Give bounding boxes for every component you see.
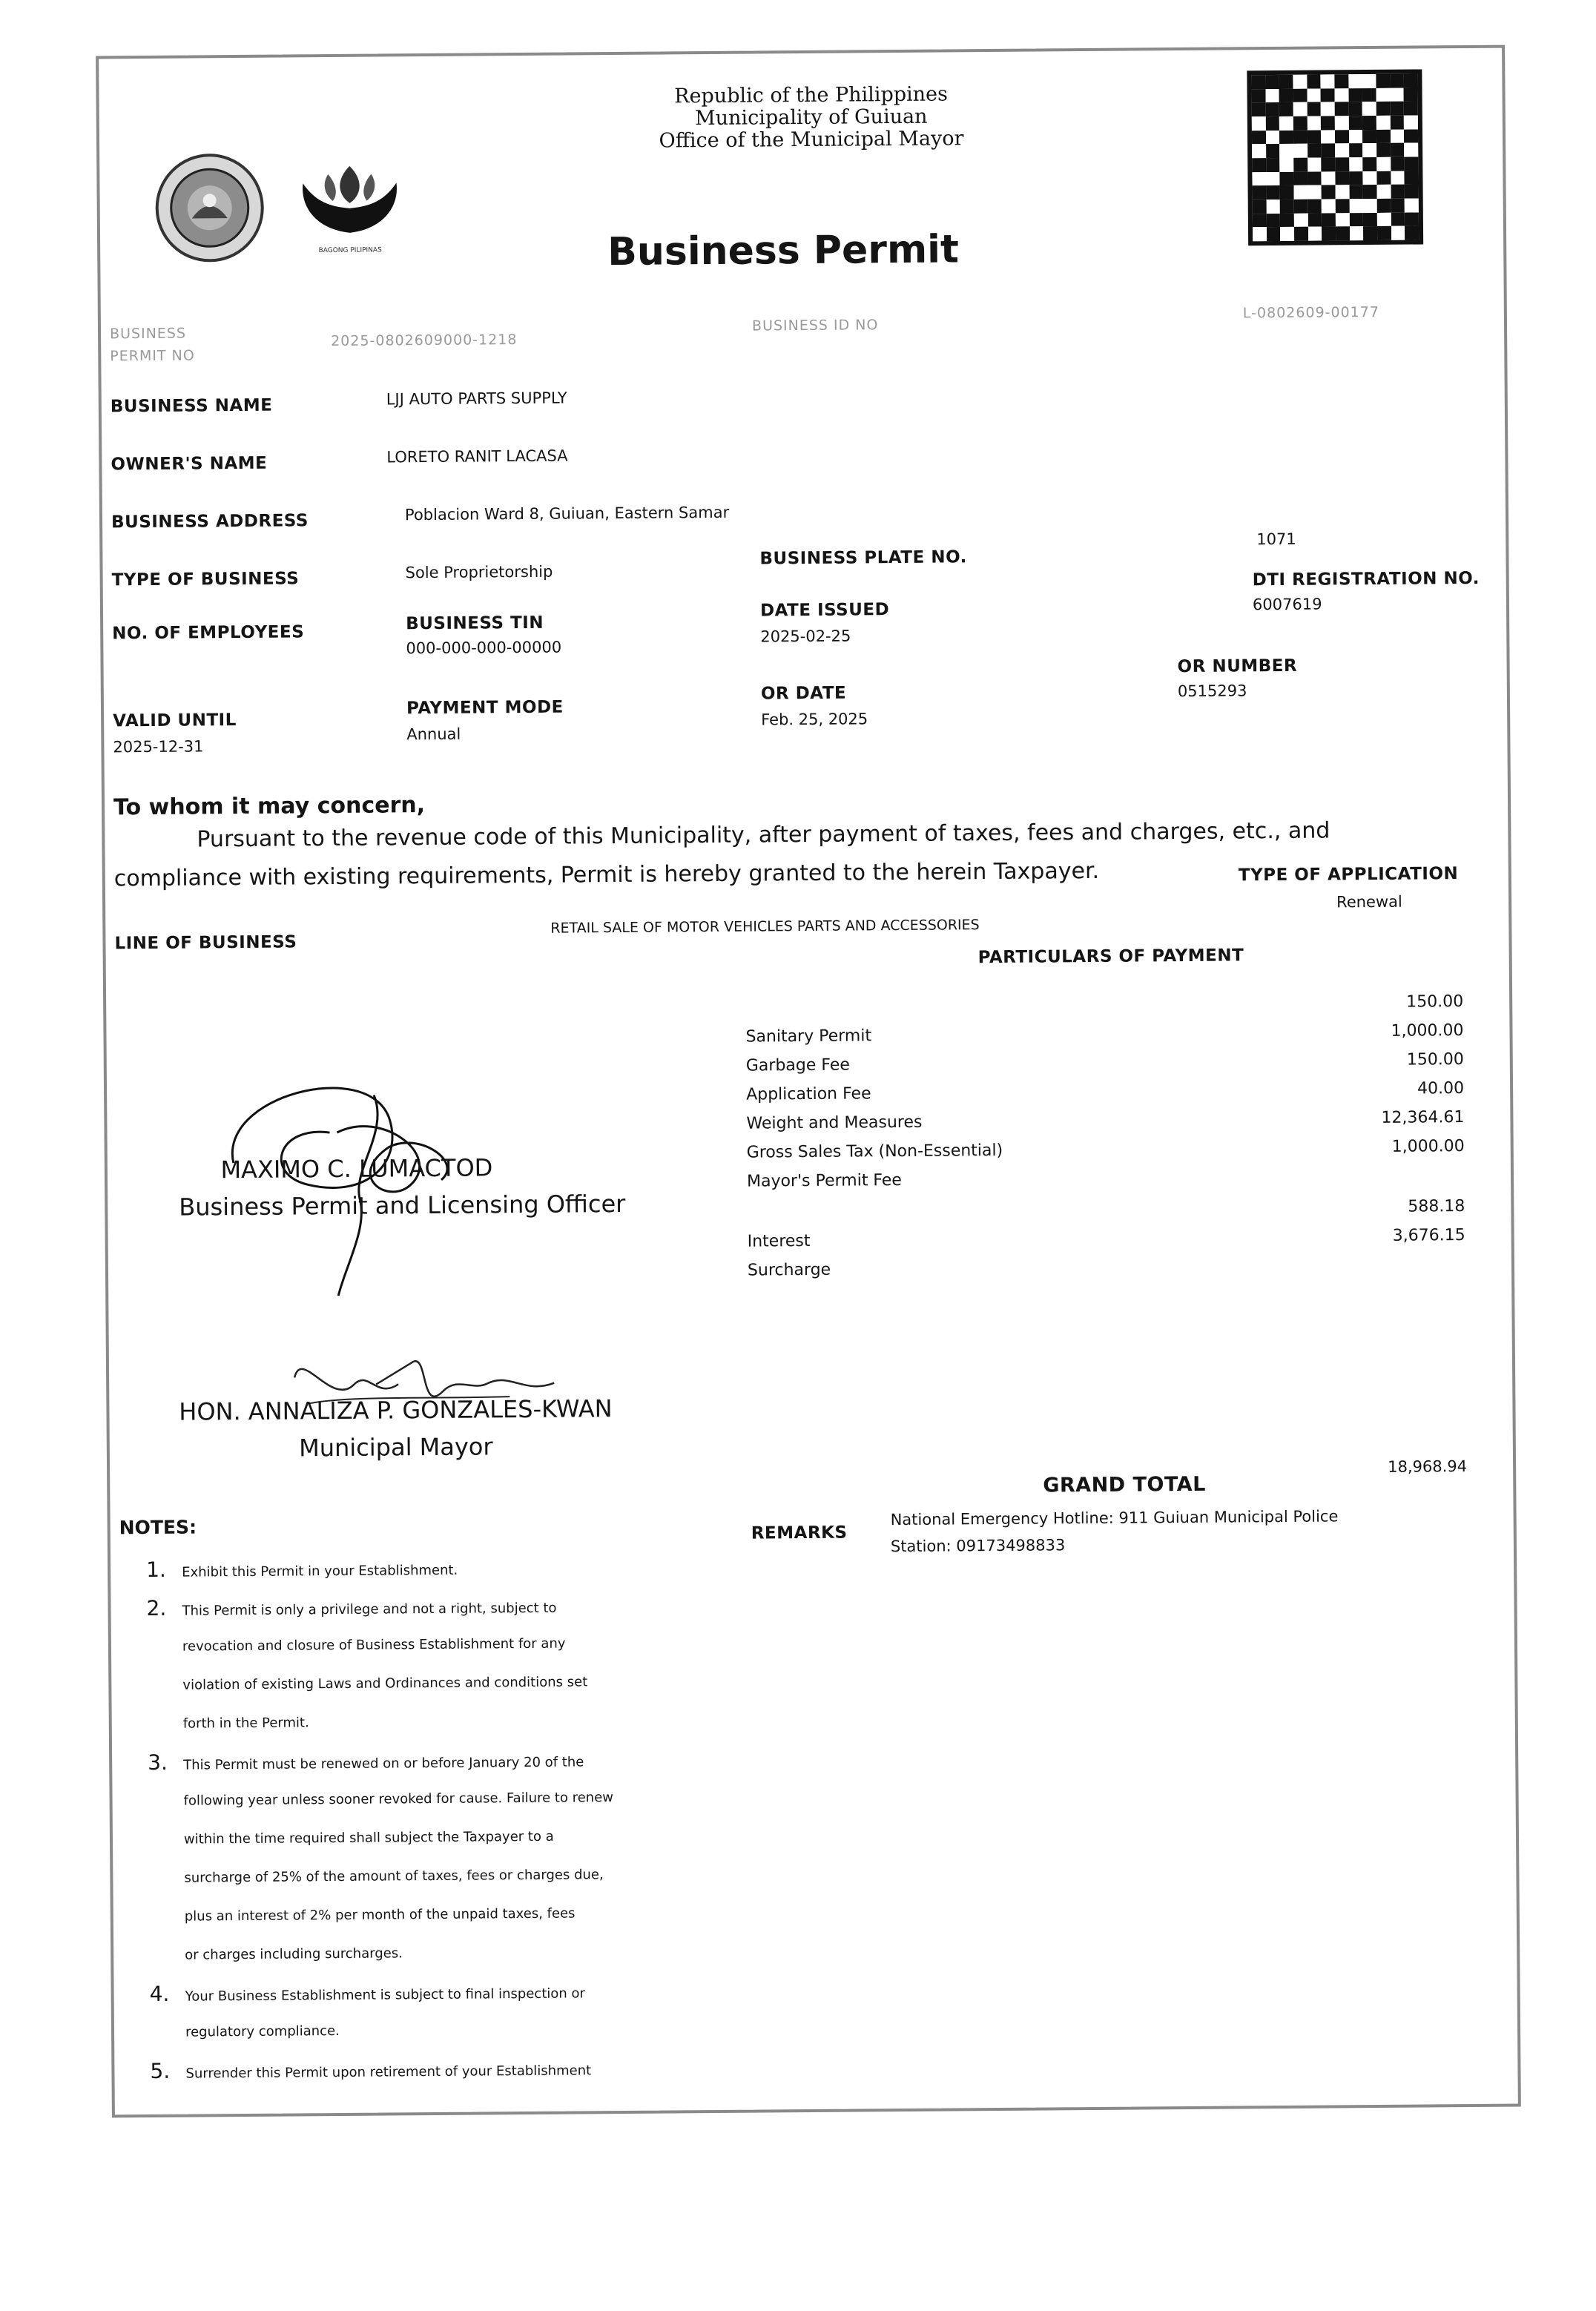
- note-line: [146, 1585, 710, 1628]
- header-line-2: Municipality of Guiuan: [694, 105, 928, 131]
- fee-item-gross-sales-tax: Gross Sales Tax (Non-Essential): [746, 1141, 1003, 1162]
- note-text: or charges including surcharges.: [185, 1945, 403, 1963]
- header-line-1: Republic of the Philippines: [674, 82, 949, 108]
- owner-name-label: OWNER'S NAME: [111, 453, 268, 475]
- permit-document: [96, 45, 1521, 2118]
- dti-registration-label: DTI REGISTRATION NO.: [1252, 568, 1480, 590]
- permit-paragraph-line-1: Pursuant to the revenue code of this Municipality, after payment of taxes, fees and charges, etc., and: [197, 817, 1330, 853]
- note-text: regulatory compliance.: [185, 2023, 340, 2040]
- note-line: [148, 1739, 711, 1782]
- note-text: Exhibit this Permit in your Establishment.: [182, 1562, 458, 1580]
- fee-items-list: [745, 1020, 1088, 1196]
- header-line-3: Office of the Municipal Mayor: [659, 127, 964, 153]
- note-line: [149, 1971, 713, 2014]
- note-text: This Permit must be renewed on or before January 20 of the: [183, 1754, 584, 1773]
- note-text: following year unless sooner revoked for cause. Failure to renew: [183, 1790, 614, 1809]
- extra-amounts-list: [1264, 1192, 1465, 1251]
- line-of-business-label: LINE OF BUSINESS: [114, 932, 297, 954]
- permit-paragraph-line-2: compliance with existing requirements, Permit is hereby granted to the herein Taxpayer.: [113, 857, 1100, 892]
- remarks-line-2: Station: 09173498833: [890, 1536, 1066, 1556]
- extra-items-list: [748, 1225, 971, 1285]
- note-line: [146, 1546, 710, 1589]
- grand-total-label: GRAND TOTAL: [1043, 1472, 1206, 1497]
- grand-total-value: 18,968.94: [1388, 1457, 1468, 1476]
- business-address-label: BUSINESS ADDRESS: [111, 511, 309, 533]
- dti-registration-value: 6007619: [1252, 595, 1322, 614]
- note-line: [149, 1932, 713, 1975]
- remarks-line-1: National Emergency Hotline: 911 Guiuan Municipal Police: [890, 1507, 1339, 1529]
- owner-name-value: LORETO RANIT LACASA: [386, 446, 568, 467]
- or-number-label: OR NUMBER: [1177, 656, 1298, 677]
- employees-label: NO. OF EMPLOYEES: [112, 622, 305, 644]
- business-plate-label: BUSINESS PLATE NO.: [759, 547, 967, 569]
- document-title: Business Permit: [607, 227, 960, 275]
- fee-amount: 1,000.00: [1391, 1137, 1465, 1156]
- qr-code: [1247, 69, 1423, 245]
- fee-amount: 588.18: [1408, 1197, 1465, 1216]
- note-text: within the time required shall subject the Taxpayer to a: [183, 1828, 554, 1847]
- date-issued-label: DATE ISSUED: [759, 600, 890, 621]
- business-tin-value: 000-000-000-00000: [406, 638, 562, 658]
- business-address-value: Poblacion Ward 8, Guiuan, Eastern Samar: [404, 503, 730, 524]
- note-line: [148, 1816, 712, 1859]
- mayor-title: Municipal Mayor: [298, 1432, 493, 1463]
- salutation: To whom it may concern,: [113, 792, 426, 821]
- fee-amounts-list: [1263, 987, 1465, 1162]
- note-line: [147, 1623, 710, 1667]
- permit-no-value: 2025-0802609000-1218: [331, 332, 518, 350]
- note-text: revocation and closure of Business Establishment for any: [182, 1635, 566, 1655]
- note-text: violation of existing Laws and Ordinances and conditions set: [182, 1674, 588, 1693]
- fee-amount: 40.00: [1417, 1079, 1465, 1098]
- note-line: [150, 2009, 713, 2052]
- fee-amount: 1,000.00: [1391, 1021, 1464, 1041]
- business-id-label: BUSINESS ID NO: [751, 317, 879, 334]
- note-text: plus an interest of 2% per month of the unpaid taxes, fees: [184, 1905, 576, 1925]
- note-line: [149, 1893, 713, 1936]
- type-of-application-label: TYPE OF APPLICATION: [1238, 864, 1459, 886]
- fee-item-interest: Interest: [747, 1231, 811, 1251]
- officer-name: MAXIMO C. LUMACTOD: [220, 1153, 493, 1184]
- business-tin-label: BUSINESS TIN: [406, 613, 544, 634]
- fee-item-surcharge: Surcharge: [747, 1260, 831, 1280]
- or-date-label: OR DATE: [760, 683, 847, 704]
- business-name-value: LJJ AUTO PARTS SUPPLY: [386, 389, 567, 409]
- business-name-label: BUSINESS NAME: [110, 395, 273, 417]
- or-number-value: 0515293: [1177, 682, 1247, 701]
- business-plate-value: 1071: [1256, 530, 1296, 549]
- type-of-business-label: TYPE OF BUSINESS: [111, 569, 300, 590]
- note-text: surcharge of 25% of the amount of taxes, fees or charges due,: [184, 1867, 604, 1886]
- fee-amount: 150.00: [1406, 992, 1464, 1012]
- municipal-seal-logo: [154, 153, 265, 263]
- fee-item-garbage-fee: Garbage Fee: [745, 1055, 850, 1075]
- note-line: [148, 1778, 711, 1821]
- logo-caption: BAGONG PILIPINAS: [318, 246, 382, 255]
- fee-item-mayors-permit-fee: Mayor's Permit Fee: [746, 1171, 903, 1191]
- particulars-heading: PARTICULARS OF PAYMENT: [977, 946, 1244, 968]
- notes-list: [146, 1546, 714, 2091]
- remarks-label: REMARKS: [751, 1523, 848, 1543]
- note-text: Your Business Establishment is subject to final inspection or: [185, 1985, 585, 2005]
- note-line: [147, 1662, 710, 1705]
- fee-amount: 150.00: [1406, 1050, 1464, 1069]
- permit-no-label-1: BUSINESS: [109, 325, 187, 343]
- note-line: [150, 2048, 713, 2091]
- bagong-pilipinas-logo: [294, 162, 406, 259]
- valid-until-label: VALID UNTIL: [113, 711, 237, 731]
- note-text: forth in the Permit.: [182, 1715, 309, 1732]
- notes-heading: NOTES:: [119, 1516, 197, 1539]
- note-number: 4.: [149, 1981, 170, 2007]
- permit-no-label-2: PERMIT NO: [110, 347, 195, 365]
- date-issued-value: 2025-02-25: [760, 627, 851, 646]
- note-number: 5.: [150, 2058, 171, 2084]
- note-line: [148, 1855, 712, 1898]
- mayor-name: HON. ANNALIZA P. GONZALES-KWAN: [179, 1394, 613, 1426]
- fee-item-weight-and-measures: Weight and Measures: [746, 1112, 923, 1133]
- line-of-business-value: RETAIL SALE OF MOTOR VEHICLES PARTS AND ACCESSORIES: [550, 917, 980, 937]
- valid-until-value: 2025-12-31: [113, 737, 204, 756]
- type-of-business-value: Sole Proprietorship: [405, 562, 553, 582]
- note-number: 2.: [146, 1595, 167, 1621]
- or-date-value: Feb. 25, 2025: [761, 710, 868, 729]
- note-number: 1.: [146, 1557, 166, 1583]
- note-number: 3.: [148, 1750, 168, 1776]
- fee-item-application-fee: Application Fee: [746, 1084, 871, 1104]
- note-text: This Permit is only a privilege and not a right, subject to: [182, 1600, 557, 1619]
- note-line: [148, 1701, 711, 1744]
- payment-mode-value: Annual: [406, 725, 461, 744]
- type-of-application-value: Renewal: [1336, 892, 1402, 911]
- fee-item-sanitary-permit: Sanitary Permit: [745, 1026, 872, 1046]
- fee-amount: 12,364.61: [1381, 1108, 1465, 1127]
- officer-title: Business Permit and Licensing Officer: [179, 1189, 626, 1222]
- payment-mode-label: PAYMENT MODE: [406, 697, 564, 719]
- note-text: Surrender this Permit upon retirement of your Establishment: [185, 2063, 592, 2082]
- fee-amount: 3,676.15: [1392, 1226, 1465, 1245]
- business-id-value: L-0802609-00177: [1242, 303, 1379, 322]
